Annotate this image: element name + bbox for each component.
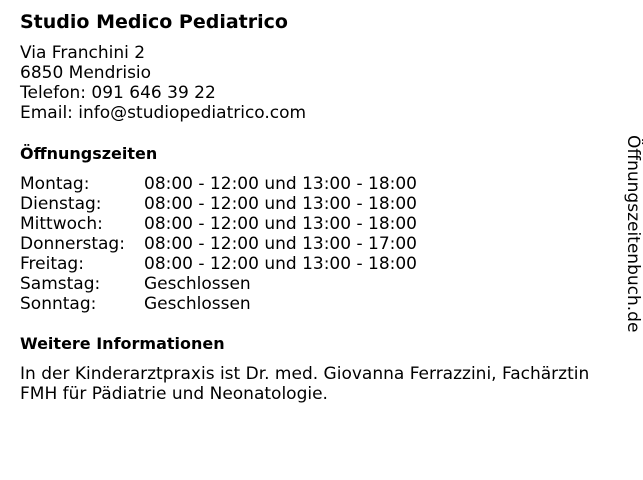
time-value: 08:00 - 12:00 und 13:00 - 18:00: [144, 174, 417, 194]
day-label: Montag:: [20, 174, 90, 194]
street-address: Via Franchini 2: [20, 43, 146, 63]
more-info-heading: Weitere Informationen: [20, 334, 225, 353]
time-value: Geschlossen: [144, 294, 251, 314]
hours-row-wednesday: [20, 214, 417, 234]
practice-name: Studio Medico Pediatrico: [20, 11, 288, 33]
opening-hours-table: [20, 174, 417, 314]
phone-number: Telefon: 091 646 39 22: [20, 83, 216, 103]
day-label: Mittwoch:: [20, 214, 103, 234]
city-address: 6850 Mendrisio: [20, 63, 152, 83]
day-label: Dienstag:: [20, 194, 102, 214]
time-value: 08:00 - 12:00 und 13:00 - 18:00: [144, 254, 417, 274]
email-address: Email: info@studiopediatrico.com: [20, 103, 307, 123]
contact-block: [20, 43, 306, 123]
time-value: 08:00 - 12:00 und 13:00 - 18:00: [144, 194, 417, 214]
hours-row-friday: [20, 254, 417, 274]
hours-row-saturday: [20, 274, 417, 294]
day-label: Freitag:: [20, 254, 84, 274]
time-value: 08:00 - 12:00 und 13:00 - 17:00: [144, 234, 417, 254]
day-label: Donnerstag:: [20, 234, 125, 254]
hours-row-sunday: [20, 294, 417, 314]
more-info-text: In der Kinderarztpraxis ist Dr. med. Giovanna Ferrazzini, Fachärztin FMH für Pädiatrie und Neonatologie.: [20, 364, 590, 404]
day-label: Samstag:: [20, 274, 101, 294]
opening-hours-heading: Öffnungszeiten: [20, 144, 158, 163]
hours-row-tuesday: [20, 194, 417, 214]
watermark-url: Öffnungszeitenbuch.de: [623, 135, 643, 333]
time-value: 08:00 - 12:00 und 13:00 - 18:00: [144, 214, 417, 234]
hours-row-monday: [20, 174, 417, 194]
day-label: Sonntag:: [20, 294, 97, 314]
time-value: Geschlossen: [144, 274, 251, 294]
hours-row-thursday: [20, 234, 417, 254]
